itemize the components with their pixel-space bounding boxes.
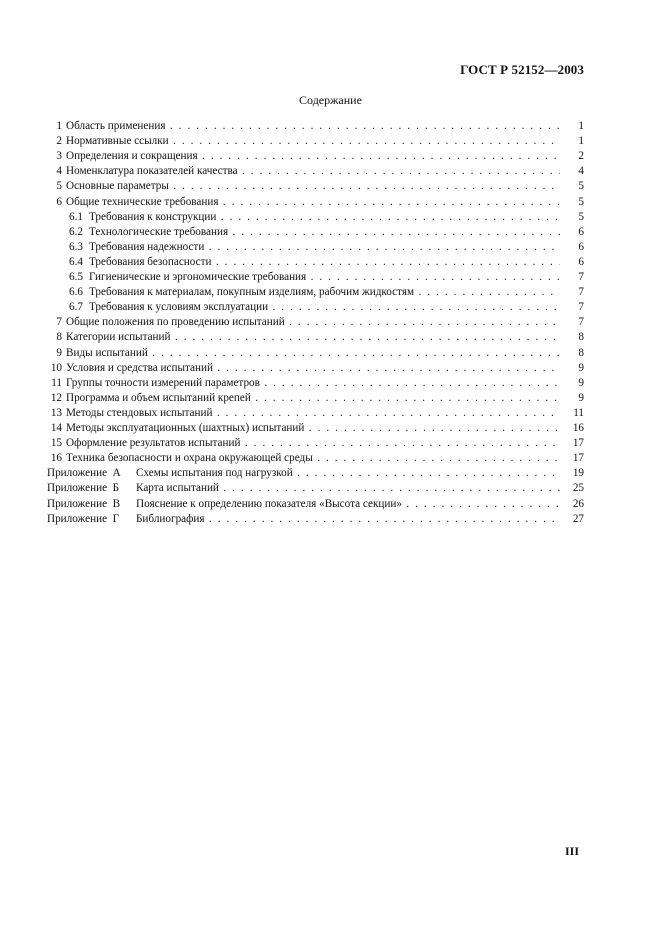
toc-entry — [0, 406, 661, 421]
toc-entry-label: Схемы испытания под нагрузкой . . . — [136, 466, 560, 481]
toc-entry — [0, 421, 661, 436]
toc-entry — [0, 240, 661, 255]
toc-entry-number: 6.4 — [69, 255, 83, 268]
toc-entry-page: 7 — [578, 271, 584, 283]
toc-entry — [0, 270, 661, 285]
toc-entry-page: 5 — [578, 210, 584, 223]
toc-entry-label: Категории испытаний . . . — [66, 330, 560, 345]
toc-entry — [0, 255, 661, 270]
toc-entry-label: Требования к условиям эксплуатации . . . — [89, 300, 560, 315]
toc-entry-number: 16 — [50, 452, 62, 465]
toc-entry-number: 4 — [56, 165, 62, 178]
toc-entry — [0, 164, 661, 179]
toc-entry — [0, 134, 661, 149]
toc-entry-label: Условия и средства испытаний . . . — [66, 361, 560, 376]
toc-entry-page: 6 — [578, 225, 584, 238]
toc-entry-number: 3 — [56, 150, 62, 163]
toc-entry — [0, 466, 661, 481]
toc-entry — [0, 210, 661, 225]
toc-entry-number: Приложение Г — [47, 512, 120, 525]
toc-entry-number: 6.2 — [69, 225, 83, 238]
toc-entry-page: 9 — [578, 361, 584, 374]
toc-entry — [0, 376, 661, 391]
toc-entry — [0, 481, 661, 496]
toc-entry-label: Требования к материалам, покупным изделиям, рабочим жидкостям . . . — [89, 285, 560, 300]
toc-entry — [0, 451, 661, 466]
toc-entry-label: Общие технические требования . . . — [66, 195, 560, 210]
toc-entry-page: 27 — [572, 512, 584, 525]
toc-entry-number: 13 — [50, 406, 62, 419]
toc-entry-page: 17 — [572, 452, 584, 465]
toc-entry-page: 19 — [572, 467, 584, 480]
toc-entry-number: 11 — [51, 376, 62, 389]
toc-entry-label: Область применения . . . — [66, 119, 560, 134]
toc-entry-number: 6 — [56, 195, 62, 208]
toc-entry-page: 9 — [578, 376, 584, 389]
toc-entry-label: Основные параметры . . . — [66, 179, 560, 194]
toc-entry-number: Приложение А — [47, 467, 121, 480]
toc-entry — [0, 497, 661, 512]
toc-entry-label: Пояснение к определению показателя «Высота секции» . . . — [136, 497, 560, 512]
toc-entry-page: 7 — [578, 286, 584, 299]
toc-entry-number: 6.3 — [69, 240, 83, 253]
toc-entry-number: 6.1 — [69, 210, 83, 223]
toc-entry-number: 2 — [56, 135, 62, 148]
toc-entry-number: 14 — [50, 422, 62, 434]
toc-entry-page: 7 — [578, 316, 584, 329]
toc-entry-number: Приложение Б — [47, 482, 120, 495]
toc-entry-number: 1 — [56, 120, 62, 132]
page-number: III — [565, 844, 580, 858]
toc-entry-number: 6.5 — [69, 271, 83, 283]
toc-entry-label: Требования надежности . . . — [89, 240, 560, 255]
toc-entry-page: 8 — [578, 346, 584, 359]
toc-entry — [0, 149, 661, 164]
toc-entry-number: 15 — [50, 437, 62, 450]
toc-entry — [0, 346, 661, 361]
toc-entry — [0, 195, 661, 210]
toc-entry-label: Гигиенические и эргономические требования . . . — [89, 270, 560, 285]
toc-entry-label: Оформление результатов испытаний . . . — [66, 436, 560, 451]
toc-entry-page: 25 — [572, 482, 584, 495]
toc-entry-label: Определения и сокращения . . . — [66, 149, 560, 164]
toc-entry-page: 7 — [578, 301, 584, 314]
toc-entry-label: Карта испытаний . . . — [136, 481, 560, 496]
toc-entry — [0, 330, 661, 345]
toc-title: Содержание — [299, 93, 362, 107]
toc-entry-page: 6 — [578, 240, 584, 253]
toc-entry-label: Технологические требования . . . — [89, 225, 560, 240]
toc-entry-page: 17 — [572, 437, 584, 450]
toc-entry-number: 7 — [56, 316, 62, 329]
toc-entry-number: Приложение В — [47, 497, 121, 510]
toc-entry — [0, 391, 661, 406]
toc-entry — [0, 361, 661, 376]
toc-entry-page: 4 — [578, 165, 584, 178]
toc-entry-label: Программа и объем испытаний крепей . . . — [66, 391, 560, 406]
toc-entry-page: 5 — [578, 195, 584, 208]
toc-entry-page: 26 — [572, 497, 584, 510]
toc-entry-label: Общие положения по проведению испытаний . . . — [66, 315, 560, 330]
toc-entry — [0, 179, 661, 194]
toc-entry-page: 9 — [578, 391, 584, 404]
toc-entry-page: 8 — [578, 331, 584, 344]
toc-entry — [0, 285, 661, 300]
toc-entry-page: 1 — [578, 120, 584, 132]
toc-entry-number: 6.7 — [69, 301, 83, 314]
toc-entry-label: Требования к конструкции . . . — [89, 210, 560, 225]
toc-entry-label: Техника безопасности и охрана окружающей среды . . . — [66, 451, 560, 466]
toc-entry — [0, 225, 661, 240]
toc-entry-label: Нормативные ссылки . . . — [66, 134, 560, 149]
toc-entry-number: 9 — [56, 346, 62, 359]
toc-entry — [0, 300, 661, 315]
toc-entry-label: Методы эксплуатационных (шахтных) испытаний . . . — [66, 421, 560, 436]
toc-entry-label: Требования безопасности . . . — [89, 255, 560, 270]
toc-entry-label: Методы стендовых испытаний . . . — [66, 406, 560, 421]
toc-entry-page: 2 — [578, 150, 584, 163]
toc-entry-page: 11 — [573, 406, 584, 419]
toc-entry — [0, 512, 661, 527]
toc-entry-page: 5 — [578, 180, 584, 193]
document-code: ГОСТ Р 52152—2003 — [460, 62, 584, 77]
toc-entry — [0, 315, 661, 330]
toc-entry-page: 6 — [578, 255, 584, 268]
toc-entry-number: 5 — [56, 180, 62, 193]
toc-entry-label: Номенклатура показателей качества . . . — [66, 164, 560, 179]
toc-entry — [0, 436, 661, 451]
toc-entry-number: 6.6 — [69, 286, 83, 299]
toc-entry-number: 10 — [50, 361, 62, 374]
toc-entry-page: 16 — [572, 422, 584, 434]
toc-entry-number: 8 — [56, 331, 62, 344]
toc-entry-label: Виды испытаний . . . — [66, 346, 560, 361]
toc-entry-label: Библиография . . . — [136, 512, 560, 527]
toc-entry-label: Группы точности измерений параметров . . . — [66, 376, 560, 391]
toc-entry — [0, 119, 661, 134]
toc-entry-page: 1 — [578, 135, 584, 148]
toc-entry-number: 12 — [50, 391, 62, 404]
